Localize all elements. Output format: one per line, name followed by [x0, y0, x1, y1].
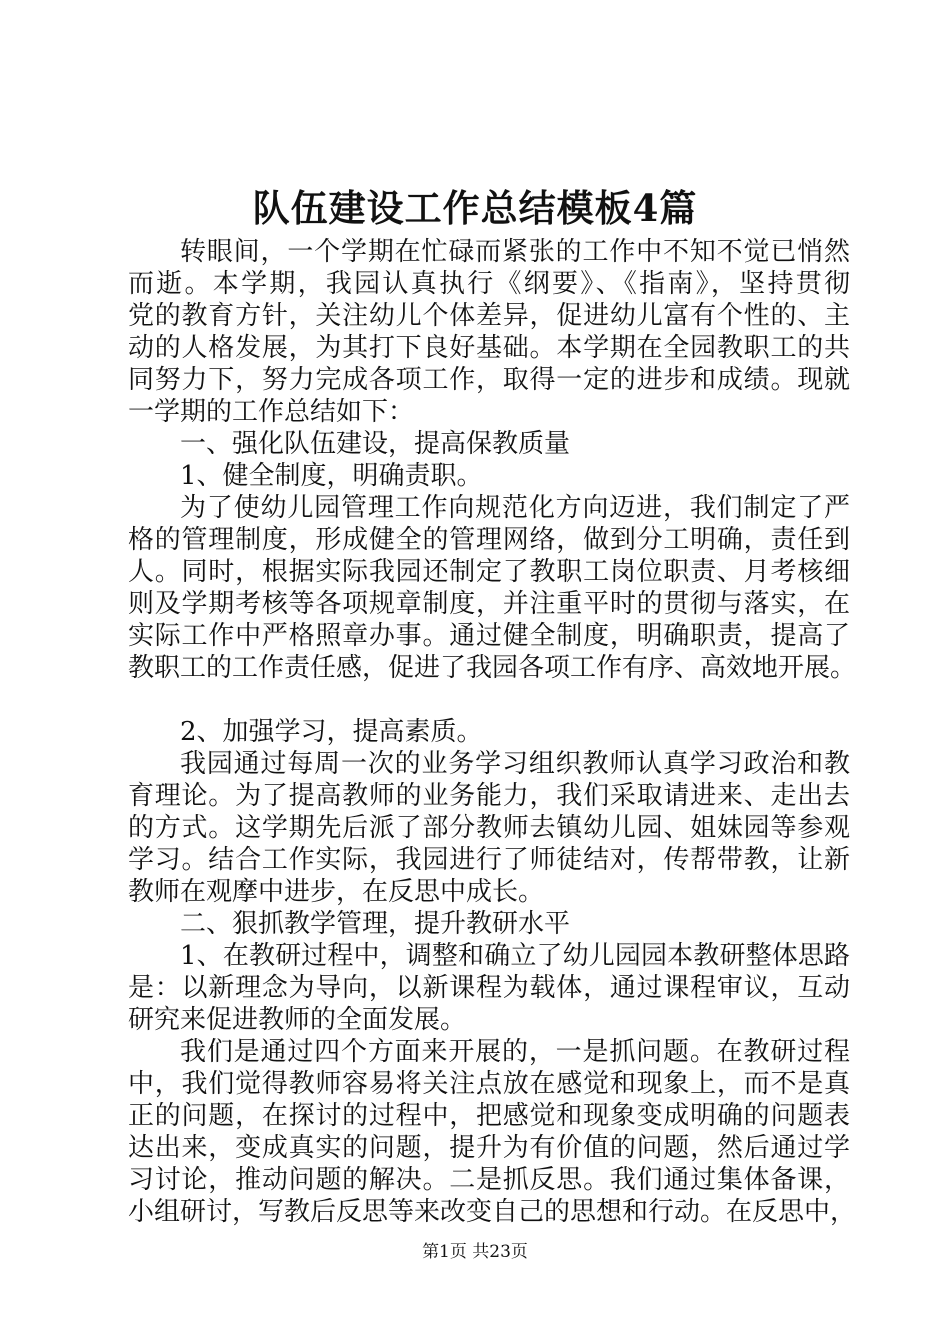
- paragraph-line: 研究来促进教师的全面发展。: [128, 1005, 467, 1035]
- paragraph-line: 我们是通过四个方面来开展的，一是抓问题。在教研过程: [180, 1037, 850, 1067]
- paragraph-line: 教职工的工作责任感，促进了我园各项工作有序、高效地开展。: [128, 653, 857, 683]
- paragraph-line: 的方式。这学期先后派了部分教师去镇幼儿园、姐妹园等参观: [128, 813, 850, 843]
- paragraph-line: 学习。结合工作实际，我园进行了师徒结对，传帮带教，让新: [128, 845, 850, 875]
- subsection-heading: 2、加强学习，提高素质。: [180, 717, 483, 747]
- paragraph-line: 实际工作中严格照章办事。通过健全制度，明确职责，提高了: [128, 621, 850, 651]
- paragraph-line: 格的管理制度，形成健全的管理网络，做到分工明确，责任到: [128, 525, 850, 555]
- paragraph-line: 育理论。为了提高教师的业务能力，我们采取请进来、走出去: [128, 781, 850, 811]
- paragraph-line: 则及学期考核等各项规章制度，并注重平时的贯彻与落实，在: [128, 589, 850, 619]
- paragraph-line: 人。同时，根据实际我园还制定了教职工岗位职责、月考核细: [128, 557, 850, 587]
- paragraph-line: 1、在教研过程中，调整和确立了幼儿园园本教研整体思路: [180, 941, 850, 971]
- paragraph-line: 我园通过每周一次的业务学习组织教师认真学习政治和教: [180, 749, 850, 779]
- blank-line: [128, 684, 850, 716]
- paragraph-line: 同努力下，努力完成各项工作，取得一定的进步和成绩。现就: [128, 365, 850, 395]
- document-body: [128, 236, 857, 1228]
- section-heading: 一、强化队伍建设，提高保教质量: [180, 429, 571, 459]
- page-footer: 第1页 共23页: [422, 1242, 528, 1262]
- paragraph-line: 达出来，变成真实的问题，提升为有价值的问题，然后通过学: [128, 1133, 850, 1163]
- paragraph-line: 正的问题，在探讨的过程中，把感觉和现象变成明确的问题表: [128, 1101, 850, 1131]
- paragraph-line: 转眼间，一个学期在忙碌而紧张的工作中不知不觉已悄然: [180, 237, 850, 267]
- document-title: 队伍建设工作总结模板4篇: [252, 186, 698, 230]
- paragraph-line: 动的人格发展，为其打下良好基础。本学期在全园教职工的共: [128, 333, 850, 363]
- paragraph-line: 一学期的工作总结如下：: [128, 397, 415, 427]
- paragraph-line: 教师在观摩中进步，在反思中成长。: [128, 877, 545, 907]
- paragraph-line: 中，我们觉得教师容易将关注点放在感觉和现象上，而不是真: [128, 1069, 850, 1099]
- paragraph-line: 小组研讨，写教后反思等来改变自己的思想和行动。在反思中，: [128, 1197, 857, 1227]
- subsection-heading: 1、健全制度，明确责职。: [180, 461, 483, 491]
- paragraph-line: 习讨论，推动问题的解决。二是抓反思。我们通过集体备课，: [128, 1165, 850, 1195]
- paragraph-line: 党的教育方针，关注幼儿个体差异，促进幼儿富有个性的、主: [128, 301, 850, 331]
- paragraph-line: 是：以新理念为导向，以新课程为载体，通过课程审议，互动: [128, 973, 850, 1003]
- paragraph-line: 为了使幼儿园管理工作向规范化方向迈进，我们制定了严: [180, 493, 850, 523]
- paragraph-line: 而逝。本学期，我园认真执行《纲要》、《指南》，坚持贯彻: [128, 269, 850, 299]
- section-heading: 二、狠抓教学管理，提升教研水平: [180, 909, 571, 939]
